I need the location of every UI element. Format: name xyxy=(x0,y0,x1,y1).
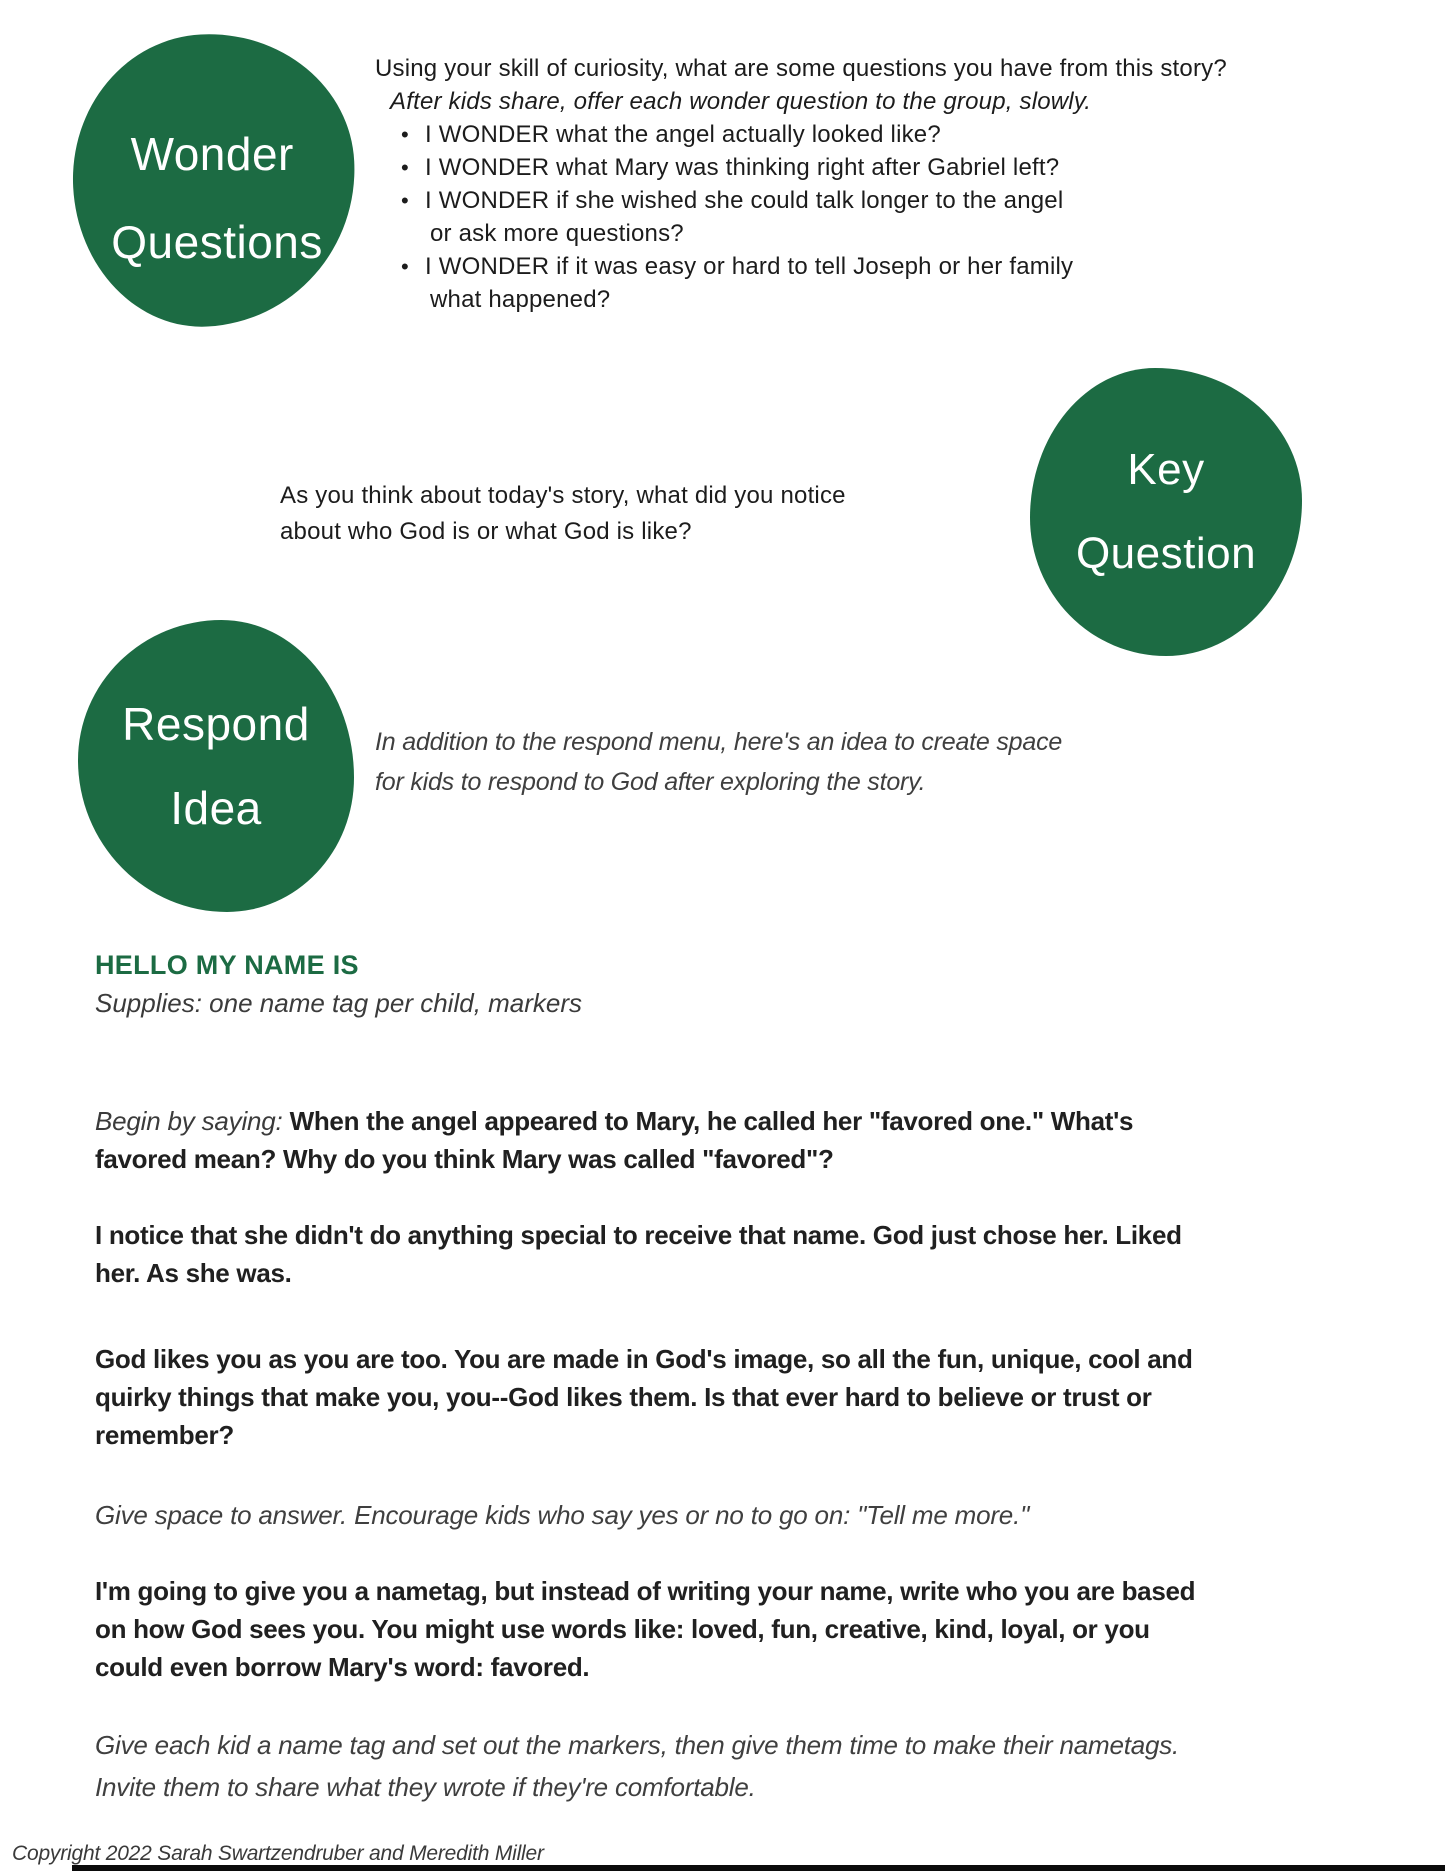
wonder-bullet-4 xyxy=(375,250,1365,316)
wonder-bullet-3-text: • I WONDER if she wished she could talk longer to the angel xyxy=(425,187,1064,214)
wonder-bullet-1-text: • I WONDER what the angel actually looked like? xyxy=(425,121,941,148)
activity-supplies: Supplies: one name tag per child, markers xyxy=(95,988,583,1018)
wonder-bullet-list xyxy=(375,118,1365,316)
key-question-text-block xyxy=(280,478,1040,550)
wonder-badge-line2: Questions xyxy=(111,215,324,268)
begin-by-saying-lead: Begin by saying: xyxy=(95,1106,290,1136)
script-paragraph-4: I'm going to give you a nametag, but instead of writing your name, write who you are based on how God sees you. You might use words like: loved, fun, creative, kind, loyal, or you could even borrow Mary's word: favored. xyxy=(95,1576,1196,1682)
script-paragraph-2: I notice that she didn't do anything special to receive that name. God just chose her. Liked her. As she was. xyxy=(95,1220,1182,1288)
leader-note-2: Give each kid a name tag and set out the markers, then give them time to make their nametags. Invite them to share what they wrote if they're comfortable. xyxy=(95,1730,1180,1802)
page-edge-bar xyxy=(72,1865,1445,1871)
wonder-badge-line1: Wonder xyxy=(131,128,295,181)
respond-idea-badge xyxy=(78,620,354,912)
wonder-bullet-4-text: • I WONDER if it was easy or hard to tell Joseph or her family xyxy=(425,253,1074,280)
leader-note-1: Give space to answer. Encourage kids who say yes or no to go on: "Tell me more." xyxy=(95,1500,1030,1530)
wonder-bullet-1 xyxy=(375,118,1365,151)
key-question-line2: about who God is or what God is like? xyxy=(280,518,692,545)
wonder-bullet-3-wrap: or ask more questions? xyxy=(430,220,684,247)
script-paragraph-1 xyxy=(95,1102,1215,1178)
wonder-questions-badge xyxy=(66,27,363,333)
wonder-bullet-3 xyxy=(375,184,1365,250)
wonder-bullet-2-text: • I WONDER what Mary was thinking right after Gabriel left? xyxy=(425,154,1060,181)
wonder-questions-text-block xyxy=(375,52,1365,316)
copyright-text: Copyright 2022 Sarah Swartzendruber and Meredith Miller xyxy=(12,1842,544,1865)
activity-title: HELLO MY NAME IS xyxy=(95,950,359,980)
respond-note-line1: In addition to the respond menu, here's an idea to create space xyxy=(375,728,1063,756)
script-paragraph-3: God likes you as you are too. You are made in God's image, so all the fun, unique, cool and quirky things that make you, you--God likes them. Is that ever hard to believe or trust or remember? xyxy=(95,1344,1193,1450)
respond-badge-line1: Respond xyxy=(122,698,310,750)
key-badge-line1: Key xyxy=(1127,445,1205,494)
key-question-line1: As you think about today's story, what did you notice xyxy=(280,482,846,509)
wonder-bullet-2 xyxy=(375,151,1365,184)
wonder-intro: Using your skill of curiosity, what are some questions you have from this story? xyxy=(375,55,1227,82)
script-paragraph-1-text: When the angel appeared to Mary, he called her "favored one." What's favored mean? Why do you think Mary was called "favored"? xyxy=(95,1106,1134,1174)
respond-badge-line2: Idea xyxy=(170,782,262,834)
key-badge-line2: Question xyxy=(1075,529,1257,578)
respond-idea-note xyxy=(375,722,1075,802)
wonder-leader-instruction: After kids share, offer each wonder question to the group, slowly. xyxy=(390,88,1092,115)
wonder-bullet-4-wrap: what happened? xyxy=(430,286,611,313)
respond-note-line2: for kids to respond to God after exploring the story. xyxy=(375,768,926,796)
key-question-badge xyxy=(1030,368,1302,656)
